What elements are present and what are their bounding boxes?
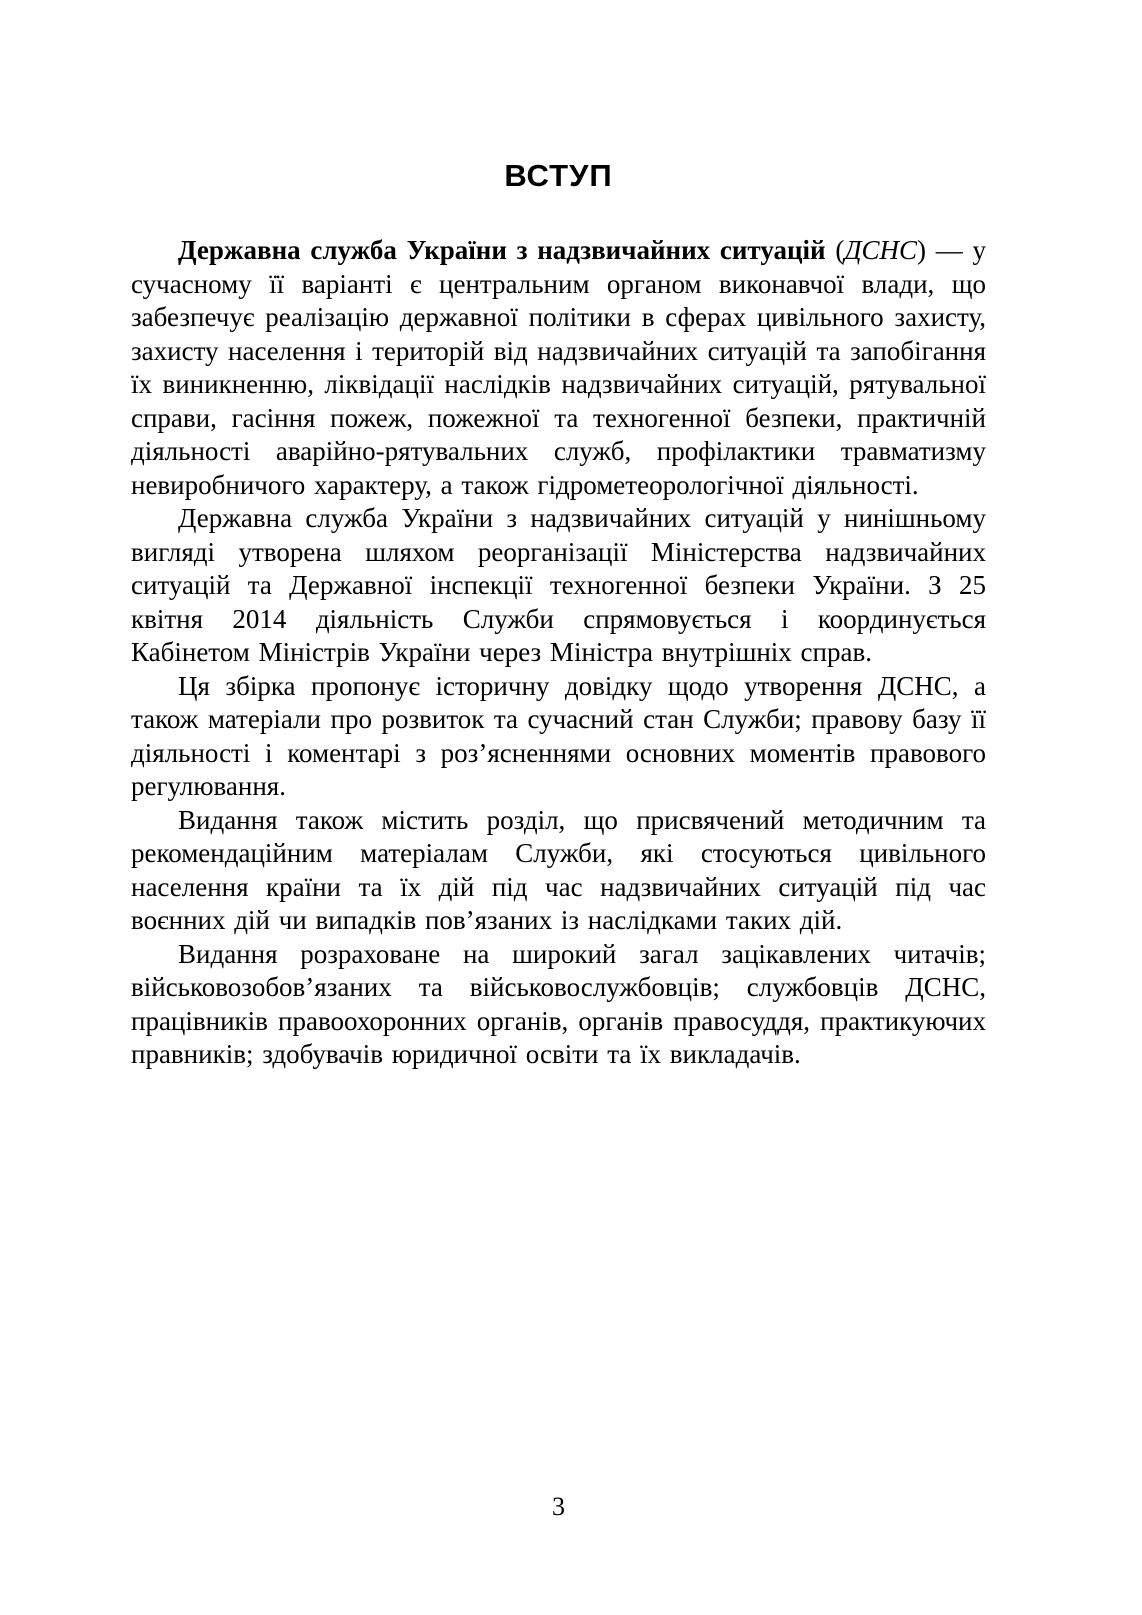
paragraph-1-bold-lead: Державна служба України з надзвичайних ситуацій <box>178 235 826 265</box>
page-title: ВСТУП <box>504 158 613 193</box>
paragraph-2: Державна служба України з надзвичайних ситуацій у нинішньому вигляді утворена шляхом реорганізації Міністерства надзвичайних ситуацій та Державної інспекції техногенної безпеки України. З 25 квітня 2014 діяльність Служби спрямовується і координується Кабінетом Міністрів України через Міністра внутрішніх справ. <box>131 503 986 667</box>
paragraph-1 <box>131 234 986 502</box>
page-number: 3 <box>552 1492 565 1521</box>
body-text <box>131 234 986 1072</box>
paragraph-1-open-paren: ( <box>825 235 845 265</box>
paragraph-1-rest: ) — у сучасному її варіанті є центральним органом виконавчої влади, що забезпечує реалізацію державної політики в сферах цивільного захисту, захисту населення і територій від надзвичайних ситуацій та запобігання їх виникненню, ліквідації наслідків надзвичайних ситуацій, рятувальної справи, гасіння пожеж, пожежної та техногенної безпеки, практичній діяльності аварійно-рятувальних служб, профілактики травматизму невиробничого характеру, а також гідрометеорологічної діяльності. <box>131 235 986 500</box>
paragraph-1-abbrev: ДСНС <box>844 235 918 265</box>
paragraph-5: Видання розраховане на широкий загал зацікавлених читачів; військовозобов’язаних та військовослужбовців; службовців ДСНС, працівників правоохоронних органів, органів правосуддя, практикуючих правників; здобувачів юридичної освіти та їх викладачів. <box>131 938 986 1069</box>
paragraph-3: Ця збірка пропонує історичну довідку щодо утворення ДСНС, а також матеріали про розвиток та сучасний стан Служби; правову базу її діяльності і коментарі з роз’ясненнями основних моментів правового регулювання. <box>131 670 986 801</box>
paragraph-4: Видання також містить розділ, що присвячений методичним та рекомендаційним матеріалам Служби, які стосуються цивільного населення країни та їх дій під час надзвичайних ситуацій під час воєнних дій чи випадків пов’язаних із наслідками таких дій. <box>131 804 986 935</box>
